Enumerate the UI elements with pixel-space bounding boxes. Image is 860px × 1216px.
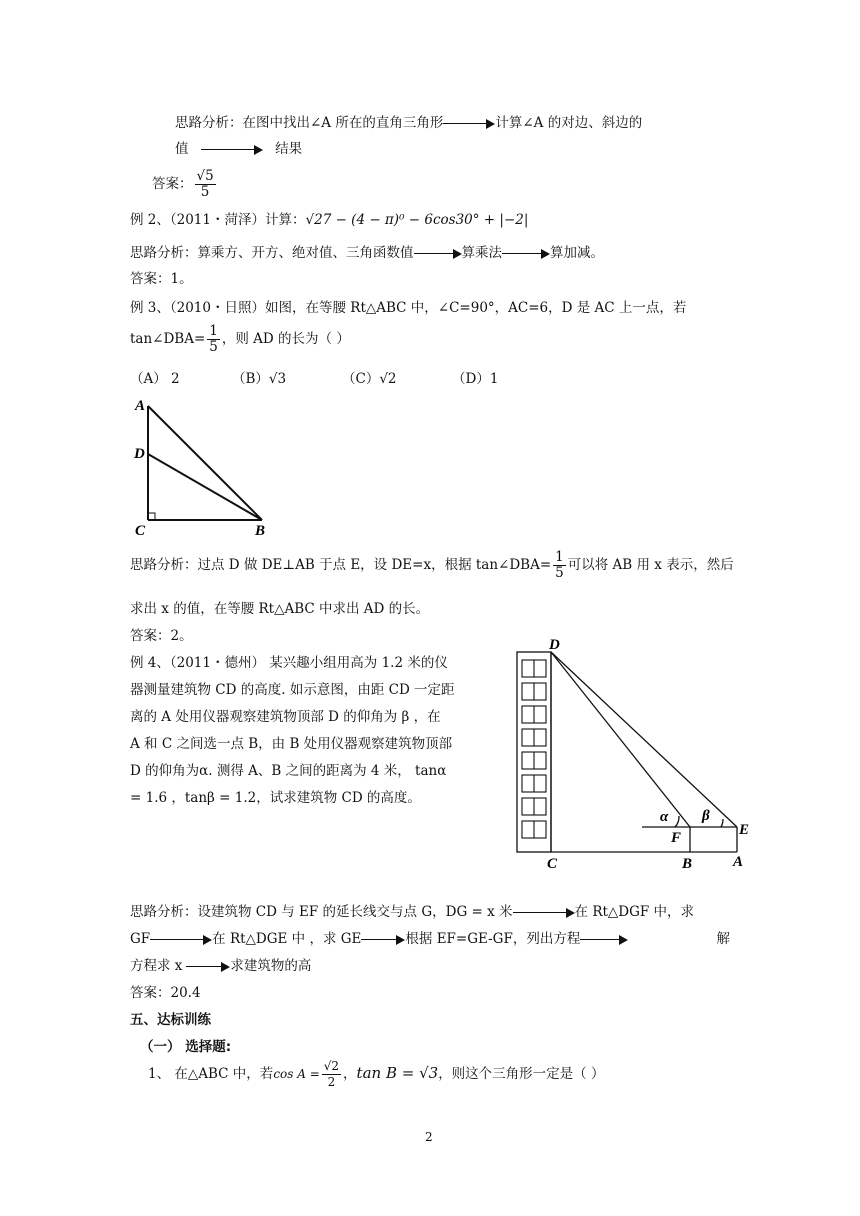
option-a: （A） 2	[130, 371, 180, 387]
analysis-text: GF	[130, 931, 151, 947]
analysis-text: 算加减。	[550, 245, 604, 261]
label-a: A	[135, 398, 146, 414]
label-c: C	[547, 856, 558, 870]
example-3-text: tan∠DBA=	[130, 331, 206, 347]
analysis-text: 值	[175, 141, 189, 157]
example-4-line: 器测量建筑物 CD 的高度. 如示意图，由距 CD 一定距	[130, 682, 455, 698]
subsection-heading: （一） 选择题:	[140, 1039, 232, 1055]
analysis-text: 算乘法	[461, 245, 502, 261]
analysis-text: 根据 EF=GE-GF，列出方程	[405, 931, 581, 947]
arrow-icon	[580, 935, 628, 945]
fraction-denominator: 5	[200, 184, 210, 200]
answer-1	[152, 165, 218, 203]
analysis-text: 在 Rt△DGE 中 ，求 GE	[212, 931, 362, 947]
label-a: A	[733, 854, 744, 870]
analysis-text: 方程求 x	[130, 958, 183, 974]
label-alpha: α	[660, 809, 669, 825]
option-d: （D）1	[452, 371, 499, 387]
question-fraction	[322, 1059, 341, 1090]
example-4-line: A 和 C 之间选一点 B，由 B 处用仪器观察建筑物顶部	[130, 736, 453, 752]
answer-fraction	[195, 169, 216, 200]
building-figure	[505, 635, 770, 870]
label-c: C	[135, 523, 146, 539]
example-4-analysis-line-3	[130, 957, 311, 975]
label-d: D	[549, 637, 560, 653]
question-text: ，则这个三角形一定是（ ）	[438, 1066, 605, 1082]
example-4-analysis-line-2	[130, 930, 730, 948]
arrow-icon	[150, 935, 212, 945]
analysis-line-2	[175, 140, 302, 158]
fraction-numerator: √5	[196, 168, 214, 184]
example-3-line-1: 例 3、（2010・日照）如图，在等腰 Rt△ABC 中，∠C=90°，AC=6，D 是 AC 上一点，若	[130, 300, 687, 316]
fraction-denominator: 5	[209, 339, 218, 355]
building-windows	[522, 660, 546, 838]
label-d: D	[134, 446, 145, 462]
analysis-fraction	[553, 550, 566, 581]
arrow-icon	[443, 119, 495, 129]
fraction-denominator: 5	[555, 565, 564, 581]
fraction-numerator: 1	[209, 323, 218, 339]
analysis-text: 在 Rt△DGF 中，求	[574, 904, 695, 920]
label-b: B	[682, 856, 693, 870]
page-number: 2	[425, 1130, 433, 1144]
arrow-icon	[186, 962, 230, 972]
example-2-answer: 答案：1。	[130, 271, 193, 287]
example-3-line-2	[130, 322, 350, 356]
arrow-icon	[513, 908, 575, 918]
fraction-numerator: 1	[555, 549, 564, 565]
answer-label: 答案：	[152, 176, 193, 192]
analysis-text: 结果	[275, 141, 303, 157]
analysis-text: 解	[716, 931, 730, 947]
analysis-text: 计算∠A 的对边、斜边的	[495, 115, 643, 131]
analysis-text: 思路分析：在图中找出∠A 所在的直角三角形	[175, 115, 444, 131]
example-3-analysis	[130, 548, 734, 582]
analysis-text: 可以将 AB 用 x 表示，然后	[567, 557, 734, 573]
arrow-icon	[414, 249, 462, 259]
example-4-analysis-line-1	[130, 903, 694, 921]
example-4-line: = 1.6 ，tanβ = 1.2，试求建筑物 CD 的高度。	[130, 790, 421, 806]
label-f: F	[671, 830, 682, 846]
example-3-text: ，则 AD 的长为（ ）	[221, 331, 350, 347]
option-c: （C）√2	[342, 371, 397, 387]
triangle-figure	[128, 392, 278, 542]
example-4-line: D 的仰角为α. 测得 A、B 之间的距离为 4 米， tanα	[130, 763, 447, 779]
fraction-numerator: √2	[323, 1059, 340, 1073]
question-cos-expr: cos A =	[273, 1067, 320, 1081]
analysis-text: 思路分析：算乘方、开方、绝对值、三角函数值	[130, 245, 414, 261]
fraction-denominator: 2	[327, 1075, 336, 1089]
question-text: ，	[343, 1066, 357, 1082]
example-3-analysis-line-2: 求出 x 的值，在等腰 Rt△ABC 中求出 AD 的长。	[130, 601, 430, 617]
analysis-text: 求建筑物的高	[230, 958, 312, 974]
question-tan-expr: tan B = √3	[356, 1064, 439, 1082]
option-b: （B）√3	[232, 371, 287, 387]
arrow-icon	[502, 249, 550, 259]
example-4-line: 例 4、（2011・德州） 某兴趣小组用高为 1.2 米的仪	[130, 655, 448, 671]
arrow-icon	[201, 145, 263, 155]
arrow-icon	[361, 935, 405, 945]
example-4-line: 离的 A 处用仪器观察建筑物顶部 D 的仰角为 β ，在	[130, 709, 441, 725]
example-2-expression: √27 − (4 − π)⁰ − 6cos30° + |−2|	[305, 212, 529, 228]
section-heading: 五、达标训练	[130, 1012, 211, 1028]
example-2-label: 例 2、（2011・菏泽）计算：	[130, 212, 306, 228]
analysis-text: 思路分析：设建筑物 CD 与 EF 的延长线交与点 G，DG = x 米	[130, 904, 513, 920]
analysis-line-1	[175, 114, 642, 132]
analysis-text: 思路分析：过点 D 做 DE⊥AB 于点 E，设 DE=x，根据 tan∠DBA=	[130, 557, 552, 573]
label-b: B	[255, 523, 266, 539]
example-4-answer: 答案：20.4	[130, 985, 201, 1001]
question-text: 1、 在△ABC 中，若	[148, 1066, 274, 1082]
example-3-fraction	[207, 324, 220, 355]
question-1	[148, 1056, 604, 1091]
label-beta: β	[702, 808, 710, 824]
example-2	[130, 211, 528, 229]
example-2-analysis	[130, 244, 604, 262]
label-e: E	[739, 822, 750, 838]
example-3-answer: 答案：2。	[130, 628, 193, 644]
